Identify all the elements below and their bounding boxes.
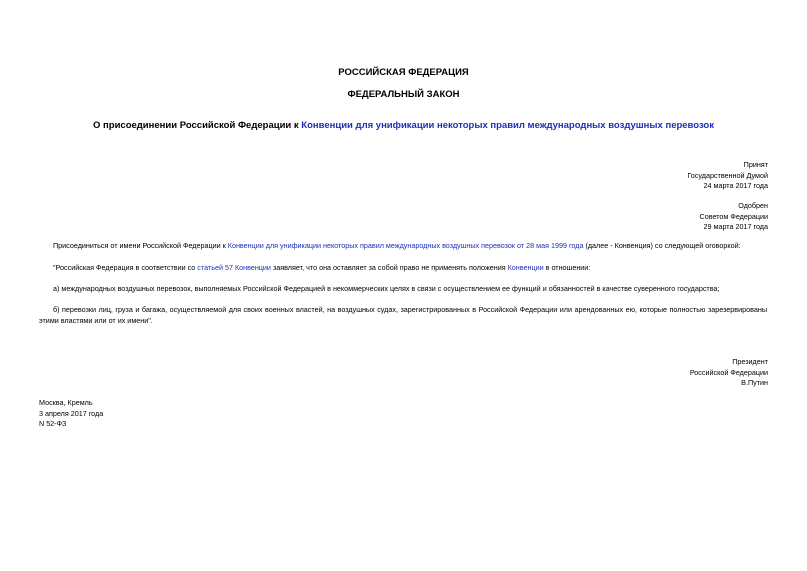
law-title-prefix: О присоединении Российской Федерации к: [93, 120, 302, 131]
adopted-date: 24 марта 2017 года: [703, 181, 768, 190]
paragraph-accession: [39, 241, 767, 252]
adopted-label: Принят: [743, 160, 768, 169]
convention-1999-link[interactable]: Конвенции для унификации некоторых правил международных воздушных перевозок от 28 мая 1999 года: [227, 241, 584, 250]
signature-country: Российской Федерации: [689, 367, 768, 377]
approved-body: Советом Федерации: [699, 211, 768, 221]
footer-number: N 52-ФЗ: [39, 419, 67, 428]
approved-date: 29 марта 2017 года: [703, 222, 768, 231]
doc-type-heading: ФЕДЕРАЛЬНЫЙ ЗАКОН: [347, 89, 460, 100]
paragraph-reservation: [39, 263, 767, 274]
convention-link[interactable]: Конвенции: [507, 263, 544, 272]
footer-block: [39, 398, 103, 430]
approved-block: [700, 201, 768, 233]
signature-title: Президент: [732, 357, 768, 366]
signature-block: [690, 357, 768, 389]
paragraph-item-a: а) международных воздушных перевозок, выполняемых Российской Федерацией в некоммерческих целях в связи с осуществлением ее функций и обязанностей в качестве суверенного государства;: [53, 284, 720, 293]
paragraph-accession-pre: Присоединиться от имени Российской Федерации к: [53, 241, 228, 250]
paragraph-reservation-mid: заявляет, что она оставляет за собой право не применять положения: [270, 263, 508, 272]
paragraph-item-b: б) перевозки лиц, груза и багажа, осуществляемой для своих военных властей, на воздушных судах, зарегистрированных в Российской Федерации или арендованных ею, которые полностью зарезервированы этими властями или от их имени".: [39, 305, 767, 325]
adopted-body: Государственной Думой: [687, 170, 768, 180]
approved-label: Одобрен: [738, 201, 768, 210]
paragraph-accession-post: (далее - Конвенция) со следующей оговоркой:: [583, 241, 741, 250]
convention-title-link[interactable]: Конвенции для унификации некоторых правил международных воздушных перевозок: [301, 120, 714, 131]
footer-place: Москва, Кремль: [39, 398, 93, 407]
footer-date: 3 апреля 2017 года: [39, 408, 104, 418]
paragraph-reservation-post: в отношении:: [543, 263, 591, 272]
law-title: [0, 120, 807, 132]
paragraph-reservation-pre: "Российская Федерация в соответствии со: [53, 263, 198, 272]
signature-name: В.Путин: [741, 378, 768, 387]
country-heading: РОССИЙСКАЯ ФЕДЕРАЦИЯ: [338, 67, 469, 78]
article-57-link[interactable]: статьей 57 Конвенции: [197, 263, 271, 272]
adopted-block: [687, 160, 768, 192]
